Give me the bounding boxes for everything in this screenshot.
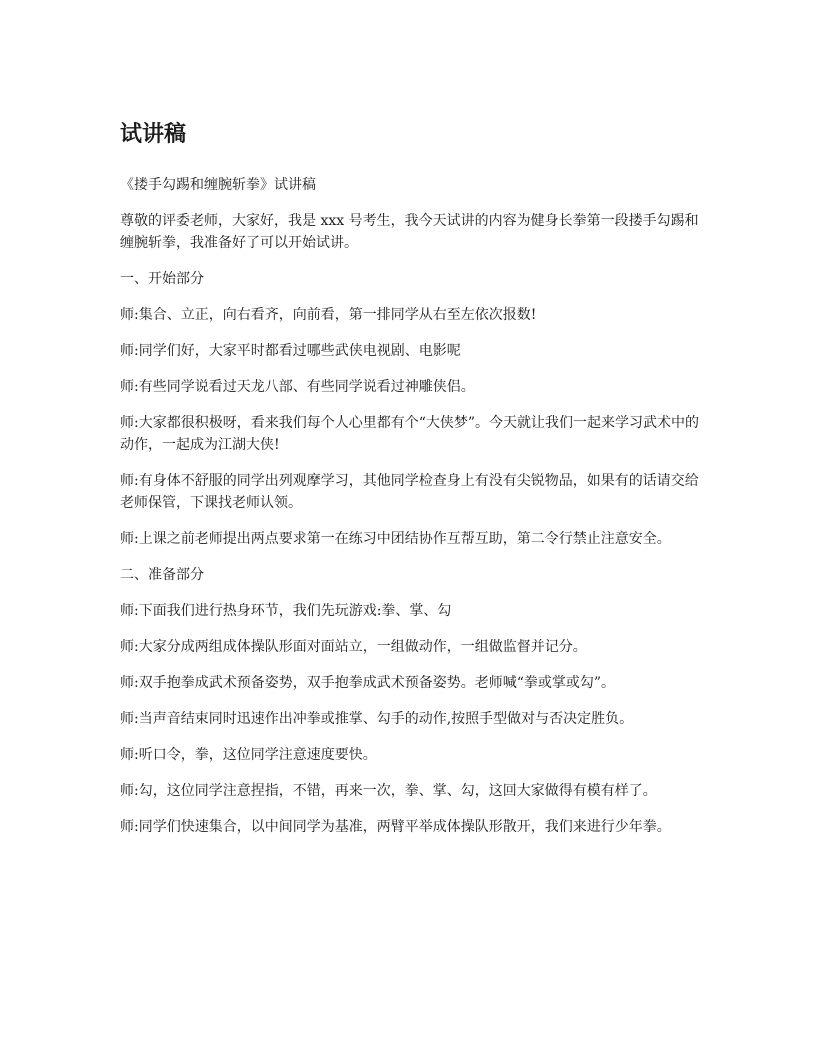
body-paragraph: 师:同学们好，大家平时都看过哪些武侠电视剧、电影呢 <box>120 343 461 359</box>
body-paragraph: 师:同学们快速集合，以中间同学为基准，两臂平举成体操队形散开，我们来进行少年拳。 <box>120 819 671 835</box>
document-title: 试讲稿 <box>120 122 187 147</box>
body-paragraph: 师:大家分成两组成体操队形面对面站立，一组做动作，一组做监督并记分。 <box>120 639 587 655</box>
body-paragraph: 师:有身体不舒服的同学出列观摩学习，其他同学检查身上有没有尖锐物品，如果有的话请交给老师保管，下课找老师认领。 <box>120 473 699 511</box>
document-body <box>120 174 700 852</box>
body-paragraph: 师:当声音结束同时迅速作出冲拳或推掌、勾手的动作,按照手型做对与否决定胜负。 <box>120 711 634 727</box>
section-heading-start: 一、开始部分 <box>120 271 204 287</box>
body-paragraph: 师:双手抱拳成武术预备姿势，双手抱拳成武术预备姿势。老师喊“拳或掌或勾”。 <box>120 675 616 691</box>
body-paragraph: 师:有些同学说看过天龙八部、有些同学说看过神雕侠侣。 <box>120 379 475 395</box>
subtitle-paragraph: 《搂手勾踢和缠腕斩拳》试讲稿 <box>120 177 316 193</box>
body-paragraph: 师:听口令，拳，这位同学注意速度要快。 <box>120 747 377 763</box>
section-heading-prep: 二、准备部分 <box>120 567 204 583</box>
body-paragraph: 师:勾，这位同学注意捏指，不错，再来一次，拳、掌、勾，这回大家做得有模有样了。 <box>120 783 657 799</box>
body-paragraph: 师:下面我们进行热身环节，我们先玩游戏:拳、掌、勾 <box>120 603 452 619</box>
body-paragraph: 师:集合、立正，向右看齐，向前看，第一排同学从右至左依次报数! <box>120 307 537 323</box>
intro-paragraph: 尊敬的评委老师，大家好，我是 xxx 号考生，我今天试讲的内容为健身长拳第一段搂手勾踢和缠腕斩拳，我准备好了可以开始试讲。 <box>120 213 699 251</box>
body-paragraph: 师:上课之前老师提出两点要求第一在练习中团结协作互帮互助，第二令行禁止注意安全。 <box>120 531 671 547</box>
body-paragraph: 师:大家都很积极呀，看来我们每个人心里都有个“大侠梦”。今天就让我们一起来学习武术中的动作，一起成为江湖大侠! <box>120 415 700 453</box>
